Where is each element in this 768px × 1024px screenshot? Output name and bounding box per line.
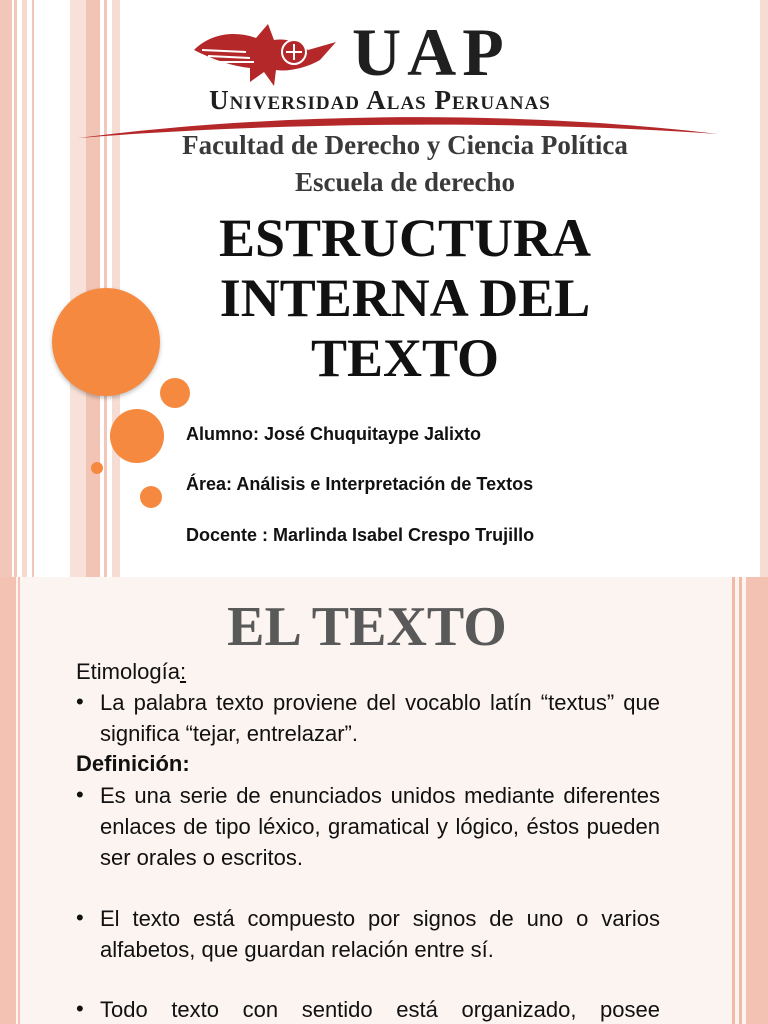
bullet-text: Todo texto con sentido está organizado, posee (100, 997, 660, 1022)
etymology-heading (76, 657, 660, 687)
faculty-name: Facultad de Derecho y Ciencia Política (182, 130, 628, 160)
bullet-text: Es una serie de enunciados unidos mediante diferentes enlaces de tipo léxico, gramatical y lógico, éstos pueden ser orales o escritos. (100, 783, 660, 870)
teacher-name: Docente : Marlinda Isabel Crespo Trujillo (186, 525, 535, 545)
decorative-circle-large (52, 288, 160, 396)
slide-title: EL TEXTO (227, 596, 507, 658)
etymology-heading-text: Etimología (76, 659, 180, 684)
bullet-icon: • (76, 689, 84, 714)
content-slide (0, 577, 768, 1024)
list-item (76, 903, 660, 965)
student-name: Alumno: José Chuquitaype Jalixto (186, 424, 482, 444)
title-line: TEXTO (310, 328, 500, 388)
bullet-icon: • (76, 782, 84, 807)
bullet-icon: • (76, 996, 84, 1021)
list-item (76, 687, 660, 749)
decorative-edge (760, 0, 768, 577)
decorative-circle (140, 486, 162, 508)
bullet-text: El texto está compuesto por signos de uno o varios alfabetos, que guardan relación entre sí. (100, 906, 660, 962)
list-item (76, 994, 660, 1024)
eagle-emblem-icon (190, 16, 340, 88)
decorative-circle (110, 409, 164, 463)
presentation-title (140, 208, 670, 388)
bullet-icon: • (76, 905, 84, 930)
course-area: Área: Análisis e Interpretación de Textos (186, 474, 534, 494)
bullet-text: La palabra texto proviene del vocablo latín “textus” que significa “tejar, entrelazar”. (100, 690, 660, 746)
logo-acronym: UAP (352, 14, 510, 90)
decorative-stripes (0, 0, 140, 577)
list-item (76, 780, 660, 873)
decorative-circle (91, 462, 103, 474)
title-line: INTERNA DEL (219, 268, 591, 328)
decorative-stripes (732, 577, 768, 1024)
decorative-circle (160, 378, 190, 408)
title-line: ESTRUCTURA (218, 208, 592, 268)
definition-heading: Definición: (76, 751, 190, 776)
logo-university-name: Universidad Alas Peruanas (209, 85, 551, 115)
etymology-colon: : (179, 659, 187, 684)
school-name: Escuela de derecho (295, 167, 515, 197)
